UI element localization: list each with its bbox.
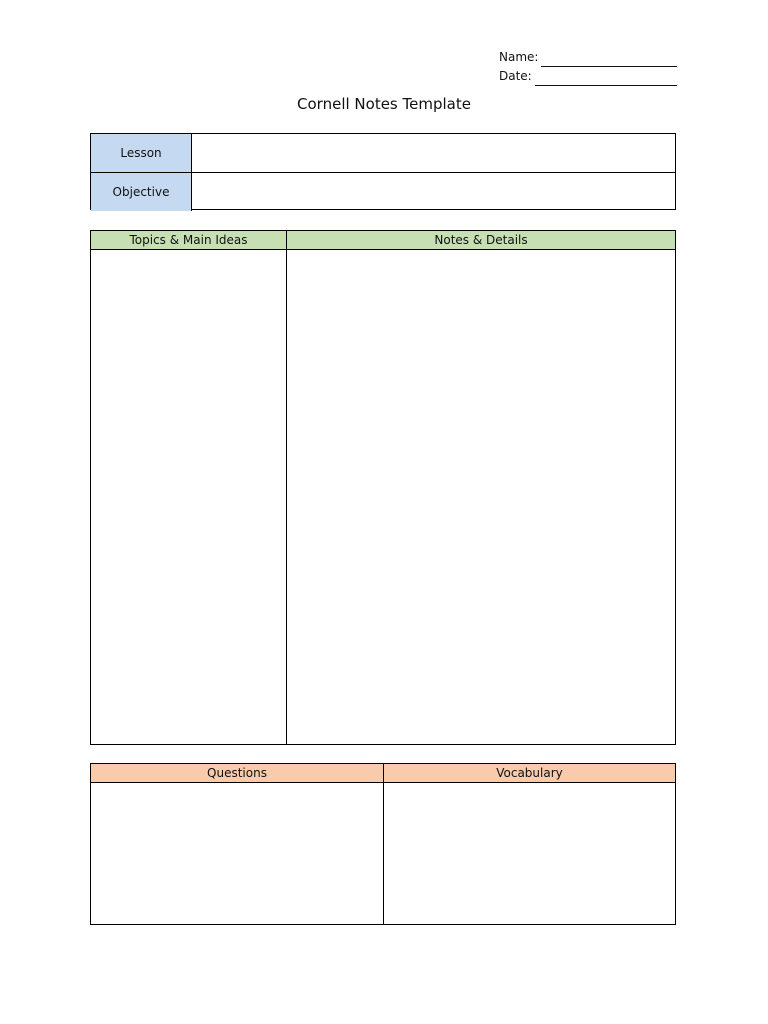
- date-field[interactable]: [535, 71, 677, 86]
- objective-field[interactable]: [192, 173, 675, 211]
- date-row: [499, 67, 677, 86]
- vocabulary-header: Vocabulary: [384, 764, 675, 783]
- name-row: [499, 48, 677, 67]
- lesson-field[interactable]: [192, 134, 675, 172]
- questions-vocabulary-table: [90, 763, 676, 925]
- notes-table: [90, 230, 676, 745]
- lesson-objective-table: [90, 133, 676, 210]
- objective-label: Objective: [91, 173, 192, 211]
- topics-header: Topics & Main Ideas: [91, 231, 286, 250]
- objective-row: [91, 172, 675, 211]
- questions-area[interactable]: [91, 783, 383, 924]
- vocabulary-area[interactable]: [384, 783, 675, 924]
- name-date-block: [499, 48, 677, 86]
- lesson-row: [91, 134, 675, 172]
- questions-column: [91, 764, 384, 924]
- vocabulary-column: [384, 764, 675, 924]
- topics-column: [91, 231, 287, 744]
- name-field[interactable]: [541, 52, 677, 67]
- date-label: Date:: [499, 69, 532, 83]
- details-area[interactable]: [287, 250, 675, 744]
- topics-area[interactable]: [91, 250, 286, 744]
- details-header: Notes & Details: [287, 231, 675, 250]
- page-title: Cornell Notes Template: [297, 95, 471, 113]
- details-column: [287, 231, 675, 744]
- questions-header: Questions: [91, 764, 383, 783]
- lesson-label: Lesson: [91, 134, 192, 172]
- name-label: Name:: [499, 50, 539, 64]
